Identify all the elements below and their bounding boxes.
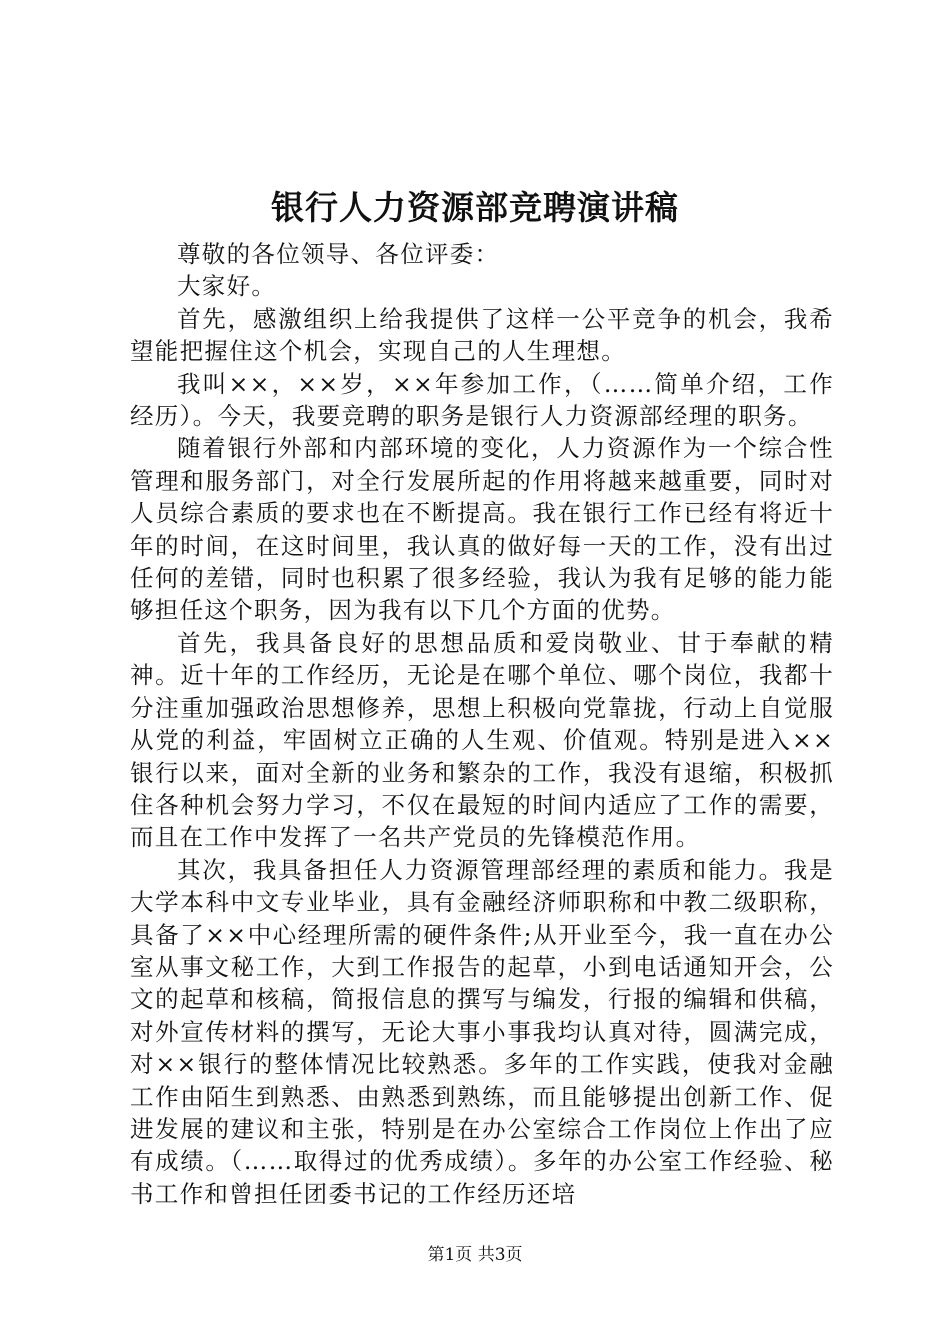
paragraph: 首先，我具备良好的思想品质和爱岗敬业、甘于奉献的精神。近十年的工作经历，无论是在哪个单位、哪个岗位，我都十分注重加强政治思想修养，思想上积极向党靠拢，行动上自觉服从党的利益，牢固树立正确的人生观、价值观。特别是进入××银行以来，面对全新的业务和繁杂的工作，我没有退缩，积极抓住各种机会努力学习，不仅在最短的时间内适应了工作的需要，而且在工作中发挥了一名共产党员的先锋模范作用。	[130, 628, 834, 852]
page-footer: 第1页 共3页	[427, 1245, 523, 1265]
document-body	[130, 238, 834, 1210]
paragraph: 随着银行外部和内部环境的变化，人力资源作为一个综合性管理和服务部门，对全行发展所起的作用将越来越重要，同时对人员综合素质的要求也在不断提高。我在银行工作已经有将近十年的时间，在这时间里，我认真的做好每一天的工作，没有出过任何的差错，同时也积累了很多经验，我认为我有足够的能力能够担任这个职务，因为我有以下几个方面的优势。	[130, 434, 834, 625]
paragraph: 我叫××，××岁，××年参加工作，（……简单介绍，工作经历）。今天，我要竞聘的职务是银行人力资源部经理的职务。	[130, 369, 834, 431]
paragraph: 其次，我具备担任人力资源管理部经理的素质和能力。我是大学本科中文专业毕业，具有金融经济师职称和中教二级职称，具备了××中心经理所需的硬件条件;从开业至今，我一直在办公室从事文秘工作，大到工作报告的起草，小到电话通知开会，公文的起草和核稿，简报信息的撰写与编发，行报的编辑和供稿，对外宣传材料的撰写，无论大事小事我均认真对待，圆满完成，对××银行的整体情况比较熟悉。多年的工作实践，使我对金融工作由陌生到熟悉、由熟悉到熟练，而且能够提出创新工作、促进发展的建议和主张，特别是在办公室综合工作岗位上作出了应有成绩。（……取得过的优秀成绩）。多年的办公室工作经验、秘书工作和曾担任团委书记的工作经历还培	[130, 855, 834, 1208]
document-title: 银行人力资源部竞聘演讲稿	[271, 188, 679, 227]
salutation: 尊敬的各位领导、各位评委：	[177, 240, 500, 268]
greeting: 大家好。	[177, 272, 277, 301]
paragraph: 首先，感激组织上给我提供了这样一公平竞争的机会，我希望能把握住这个机会，实现自己的人生理想。	[130, 304, 834, 366]
